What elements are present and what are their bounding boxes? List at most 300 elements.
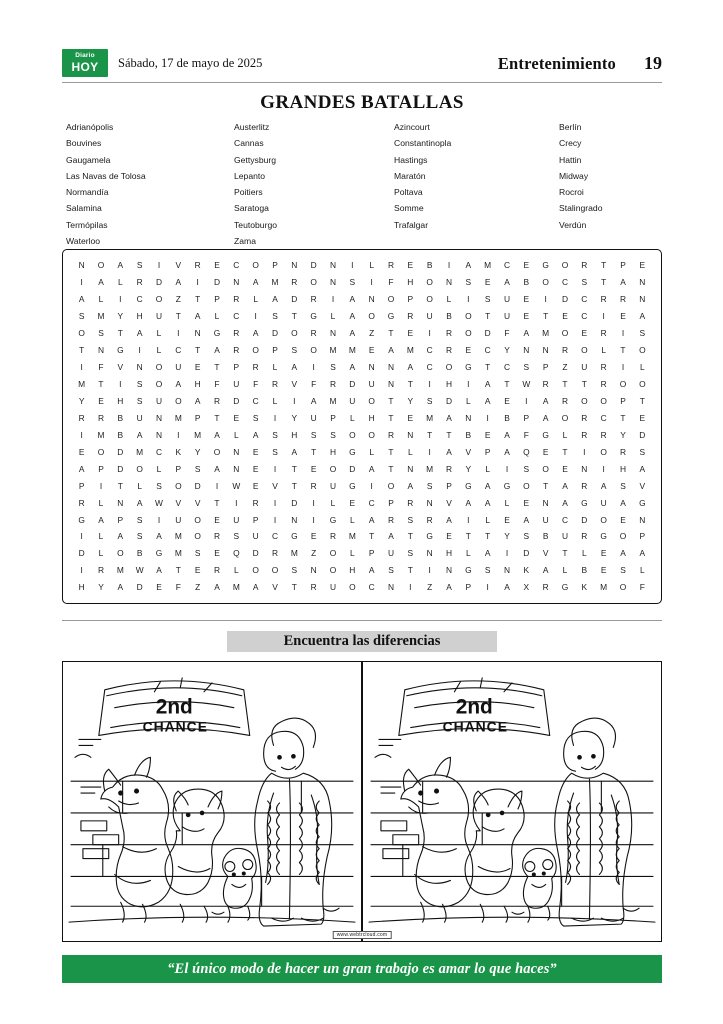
grid-letter: A: [484, 480, 491, 491]
grid-letter: I: [273, 497, 277, 508]
grid-letter: L: [156, 463, 162, 474]
grid-letter: O: [561, 260, 569, 271]
grid-letter: E: [407, 328, 414, 339]
grid-letter: L: [465, 548, 471, 559]
grid-letter: A: [252, 429, 259, 440]
grid-letter: A: [639, 548, 646, 559]
grid-letter: A: [117, 531, 124, 542]
grid-letter: U: [329, 582, 337, 593]
wordsearch-word: Poitiers: [234, 187, 263, 198]
grid-letter: D: [117, 463, 124, 474]
grid-letter: N: [310, 565, 317, 576]
grid-letter: R: [233, 328, 240, 339]
grid-letter: Y: [194, 446, 201, 457]
scene-left: [63, 662, 361, 941]
grid-letter: A: [349, 294, 356, 305]
grid-letter: A: [620, 497, 626, 508]
grid-letter: I: [409, 582, 412, 593]
wordsearch-word: Rocroi: [559, 187, 584, 198]
wordsearch-word: Termópilas: [66, 219, 108, 230]
wordsearch-word: Zama: [234, 236, 256, 247]
grid-letter: C: [581, 294, 588, 305]
grid-letter: R: [97, 412, 105, 423]
grid-letter: D: [349, 463, 356, 474]
grid-letter: R: [233, 294, 240, 305]
grid-letter: G: [78, 514, 85, 525]
grid-letter: T: [195, 294, 201, 305]
wordsearch-word: Bouvines: [66, 138, 102, 149]
grid-letter: U: [581, 361, 588, 372]
grid-letter: Z: [195, 582, 201, 593]
grid-letter: U: [542, 514, 549, 525]
grid-letter: E: [504, 395, 510, 406]
grid-letter: N: [233, 446, 240, 457]
grid-letter: E: [465, 345, 472, 356]
grid-letter: O: [175, 395, 182, 406]
svg-text:CHANCE: CHANCE: [142, 718, 208, 735]
grid-letter: A: [214, 463, 220, 474]
grid-letter: V: [542, 548, 549, 559]
grid-letter: A: [388, 531, 394, 542]
grid-letter: F: [639, 582, 645, 593]
grid-letter: D: [349, 378, 356, 389]
grid-letter: C: [136, 294, 143, 305]
grid-letter: E: [484, 429, 491, 440]
grid-letter: P: [78, 480, 85, 491]
grid-letter: P: [620, 395, 626, 406]
grid-letter: N: [465, 412, 472, 423]
grid-letter: T: [601, 260, 607, 271]
grid-letter: S: [484, 565, 491, 576]
grid-letter: E: [349, 497, 356, 508]
grid-letter: M: [271, 277, 279, 288]
grid-letter: G: [117, 345, 124, 356]
grid-letter: D: [310, 260, 317, 271]
grid-letter: O: [561, 328, 569, 339]
grid-letter: M: [406, 345, 414, 356]
grid-letter: U: [349, 395, 356, 406]
grid-letter: A: [484, 395, 491, 406]
grid-letter: R: [581, 429, 588, 440]
grid-letter: S: [136, 260, 143, 271]
grid-letter: R: [252, 497, 259, 508]
grid-letter: R: [213, 395, 221, 406]
grid-letter: A: [252, 582, 259, 593]
wordsearch-word: Hastings: [394, 154, 428, 165]
grid-letter: L: [581, 548, 587, 559]
grid-letter: D: [484, 328, 491, 339]
grid-letter: I: [544, 294, 547, 305]
grid-letter: D: [117, 446, 124, 457]
grid-letter: E: [484, 277, 491, 288]
grid-letter: I: [254, 311, 257, 322]
grid-letter: G: [387, 311, 395, 322]
header-right-group: [498, 53, 662, 74]
grid-letter: A: [291, 446, 298, 457]
grid-letter: G: [465, 361, 472, 372]
grid-letter: O: [639, 345, 646, 356]
grid-letter: I: [583, 446, 586, 457]
grid-letter: N: [639, 294, 646, 305]
grid-letter: N: [387, 378, 395, 389]
grid-letter: O: [600, 514, 607, 525]
grid-letter: P: [620, 260, 626, 271]
differences-image-left: [63, 662, 361, 941]
grid-letter: I: [428, 446, 431, 457]
grid-letter: R: [310, 582, 317, 593]
grid-letter: I: [196, 277, 199, 288]
grid-letter: A: [407, 480, 414, 491]
grid-letter: O: [155, 294, 163, 305]
grid-letter: B: [504, 412, 510, 423]
grid-letter: T: [291, 480, 297, 491]
grid-letter: T: [562, 446, 568, 457]
grid-letter: L: [98, 531, 104, 542]
grid-letter: P: [175, 463, 182, 474]
grid-letter: A: [465, 497, 472, 508]
grid-letter: A: [388, 345, 394, 356]
grid-letter: R: [194, 260, 201, 271]
grid-letter: L: [639, 361, 645, 372]
grid-letter: T: [117, 480, 123, 491]
grid-letter: S: [330, 429, 336, 440]
grid-letter: S: [272, 311, 278, 322]
grid-letter: S: [523, 463, 530, 474]
grid-letter: N: [407, 429, 414, 440]
grid-letter: E: [214, 548, 220, 559]
grid-letter: O: [117, 548, 124, 559]
grid-letter: N: [117, 497, 124, 508]
grid-letter: O: [426, 294, 433, 305]
grid-letter: S: [523, 531, 530, 542]
grid-letter: N: [426, 548, 433, 559]
wordsearch-word: Teutoburgo: [234, 219, 278, 230]
grid-letter: O: [581, 395, 588, 406]
grid-letter: I: [293, 395, 296, 406]
grid-letter: U: [310, 412, 317, 423]
grid-letter: W: [522, 378, 531, 389]
grid-letter: I: [215, 480, 219, 491]
grid-letter: E: [233, 412, 240, 423]
grid-letter: S: [349, 277, 356, 288]
grid-letter: R: [291, 277, 298, 288]
grid-letter: M: [600, 582, 608, 593]
grid-letter: Z: [175, 294, 181, 305]
grid-letter: R: [619, 446, 627, 457]
grid-letter: S: [523, 361, 530, 372]
grid-letter: L: [407, 446, 413, 457]
grid-letter: T: [291, 582, 297, 593]
grid-letter: N: [329, 277, 337, 288]
grid-letter: T: [427, 429, 433, 440]
grid-letter: W: [135, 565, 144, 576]
grid-letter: G: [639, 497, 646, 508]
grid-letter: D: [213, 277, 221, 288]
grid-letter: R: [600, 361, 607, 372]
grid-letter: B: [446, 311, 452, 322]
grid-letter: Y: [407, 395, 414, 406]
grid-letter: T: [291, 463, 297, 474]
grid-letter: A: [484, 497, 491, 508]
grid-letter: N: [387, 361, 395, 372]
grid-letter: A: [620, 277, 626, 288]
grid-letter: T: [485, 311, 491, 322]
grid-letter: B: [426, 260, 433, 271]
grid-letter: N: [503, 565, 511, 576]
grid-letter: T: [465, 531, 471, 542]
grid-letter: L: [485, 514, 490, 525]
grid-letter: O: [581, 345, 588, 356]
grid-letter: T: [504, 378, 510, 389]
grid-letter: S: [272, 446, 278, 457]
grid-letter: M: [232, 582, 240, 593]
wordsearch-word: Crecy: [559, 138, 582, 149]
grid-letter: O: [175, 480, 182, 491]
grid-letter: C: [503, 260, 511, 271]
grid-letter: A: [117, 260, 124, 271]
wordsearch-word: Lepanto: [234, 170, 266, 181]
grid-letter: G: [349, 480, 356, 491]
grid-letter: S: [272, 429, 278, 440]
grid-letter: T: [407, 565, 413, 576]
grid-letter: Z: [427, 582, 433, 593]
grid-letter: Y: [78, 395, 85, 406]
wordsearch-word: Gettysburg: [234, 154, 277, 165]
grid-letter: W: [232, 480, 241, 491]
grid-letter: R: [407, 497, 414, 508]
grid-letter: I: [235, 497, 238, 508]
grid-letter: H: [194, 378, 201, 389]
grid-letter: C: [484, 345, 491, 356]
grid-letter: V: [446, 497, 452, 508]
grid-letter: A: [465, 260, 472, 271]
grid-letter: I: [428, 328, 431, 339]
grid-letter: G: [465, 480, 472, 491]
grid-letter: V: [117, 361, 124, 372]
grid-letter: K: [175, 446, 182, 457]
grid-letter: A: [639, 463, 646, 474]
wordsearch-word: Azincourt: [394, 122, 430, 132]
grid-letter: E: [310, 531, 317, 542]
grid-letter: I: [177, 429, 180, 440]
grid-letter: P: [194, 412, 201, 423]
grid-letter: T: [214, 497, 220, 508]
grid-letter: I: [80, 429, 83, 440]
grid-letter: T: [195, 345, 201, 356]
grid-letter: A: [446, 582, 452, 593]
grid-letter: N: [445, 565, 453, 576]
grid-letter: G: [561, 582, 569, 593]
grid-letter: P: [330, 412, 336, 423]
grid-letter: I: [312, 361, 315, 372]
grid-letter: O: [639, 378, 646, 389]
grid-letter: B: [136, 548, 143, 559]
grid-letter: G: [310, 311, 317, 322]
grid-letter: T: [639, 395, 645, 406]
grid-letter: E: [368, 345, 375, 356]
grid-letter: R: [387, 514, 395, 525]
grid-letter: C: [600, 412, 607, 423]
grid-letter: O: [252, 260, 259, 271]
grid-letter: Z: [369, 328, 375, 339]
grid-letter: Y: [504, 345, 510, 356]
grid-letter: T: [388, 463, 394, 474]
grid-letter: F: [311, 378, 317, 389]
quote-banner: “El único modo de hacer un gran trabajo es amar lo que haces”: [62, 955, 662, 983]
grid-letter: R: [387, 260, 395, 271]
grid-letter: G: [291, 531, 298, 542]
grid-letter: D: [581, 514, 588, 525]
grid-letter: L: [137, 480, 142, 491]
grid-letter: E: [523, 294, 530, 305]
grid-letter: I: [505, 463, 509, 474]
grid-letter: E: [581, 328, 588, 339]
grid-letter: I: [99, 480, 103, 491]
grid-letter: I: [621, 328, 625, 339]
grid-letter: E: [252, 463, 259, 474]
grid-letter: L: [98, 548, 104, 559]
grid-letter: O: [600, 446, 607, 457]
grid-letter: L: [272, 361, 278, 372]
grid-letter: C: [155, 446, 163, 457]
grid-letter: B: [523, 277, 530, 288]
grid-letter: T: [388, 395, 394, 406]
grid-letter: P: [98, 463, 104, 474]
page-number: 19: [644, 52, 662, 73]
grid-letter: I: [467, 378, 470, 389]
grid-letter: I: [486, 582, 489, 593]
grid-letter: H: [445, 378, 453, 389]
grid-letter: C: [233, 311, 240, 322]
grid-letter: N: [387, 582, 395, 593]
grid-letter: M: [348, 345, 356, 356]
section-title: Entretenimiento: [497, 53, 616, 73]
grid-letter: A: [117, 582, 124, 593]
grid-letter: S: [581, 277, 588, 288]
grid-letter: S: [136, 395, 143, 406]
grid-letter: C: [368, 582, 375, 593]
wordsearch-word: Gaugamela: [66, 154, 111, 165]
wordsearch-title: GRANDES BATALLAS: [260, 92, 464, 113]
differences-image-panel: [62, 661, 662, 942]
grid-letter: D: [523, 548, 530, 559]
grid-letter: S: [136, 531, 143, 542]
grid-letter: U: [426, 311, 433, 322]
grid-letter: L: [117, 277, 123, 288]
grid-letter: R: [581, 531, 588, 542]
grid-letter: S: [465, 277, 472, 288]
grid-letter: F: [98, 361, 104, 372]
grid-letter: A: [349, 328, 356, 339]
grid-letter: M: [97, 311, 105, 322]
wordsearch-word: Cannas: [234, 138, 264, 149]
grid-letter: N: [368, 361, 375, 372]
grid-letter: L: [330, 497, 336, 508]
grid-letter: N: [329, 328, 337, 339]
grid-letter: M: [194, 429, 202, 440]
grid-letter: S: [98, 328, 104, 339]
wordsearch-word: Normandía: [66, 187, 109, 198]
grid-letter: T: [543, 480, 549, 491]
grid-letter: A: [252, 277, 259, 288]
grid-letter: D: [194, 480, 201, 491]
grid-letter: T: [446, 429, 452, 440]
grid-letter: T: [562, 548, 568, 559]
grid-letter: G: [542, 260, 549, 271]
grid-letter: T: [485, 531, 491, 542]
grid-letter: Q: [523, 446, 530, 457]
grid-letter: S: [291, 565, 298, 576]
grid-letter: H: [136, 311, 143, 322]
grid-letter: T: [175, 565, 181, 576]
grid-letter: L: [349, 514, 355, 525]
grid-letter: O: [387, 480, 395, 491]
grid-letter: H: [407, 277, 414, 288]
grid-letter: C: [426, 345, 433, 356]
grid-letter: Y: [117, 311, 124, 322]
grid-letter: T: [117, 328, 123, 339]
grid-letter: P: [233, 361, 240, 372]
grid-letter: N: [233, 463, 240, 474]
grid-letter: R: [600, 294, 607, 305]
grid-letter: A: [214, 582, 220, 593]
grid-letter: V: [272, 480, 278, 491]
grid-letter: C: [581, 311, 588, 322]
grid-letter: E: [639, 412, 646, 423]
grid-letter: A: [542, 565, 549, 576]
grid-letter: E: [542, 446, 549, 457]
grid-letter: P: [214, 294, 220, 305]
grid-letter: P: [639, 531, 646, 542]
grid-letter: M: [116, 565, 124, 576]
grid-letter: L: [639, 565, 645, 576]
grid-letter: R: [581, 412, 588, 423]
grid-letter: A: [484, 378, 491, 389]
grid-letter: R: [271, 378, 279, 389]
grid-letter: R: [619, 294, 627, 305]
wordsearch-word: Hattin: [559, 154, 582, 165]
grid-letter: S: [639, 328, 646, 339]
grid-letter: O: [523, 480, 530, 491]
grid-letter: I: [312, 497, 315, 508]
grid-letter: O: [368, 311, 375, 322]
grid-letter: R: [600, 378, 607, 389]
grid-letter: R: [78, 497, 85, 508]
wordsearch-word: Maratón: [394, 170, 426, 181]
grid-letter: R: [561, 395, 569, 406]
grid-letter: I: [505, 548, 509, 559]
grid-letter: R: [97, 565, 105, 576]
grid-letter: E: [98, 395, 104, 406]
grid-letter: M: [484, 260, 492, 271]
grid-letter: I: [467, 514, 470, 525]
grid-letter: D: [136, 582, 143, 593]
grid-letter: U: [368, 378, 375, 389]
wordsearch-word: Constantinopla: [394, 138, 452, 149]
grid-letter: N: [639, 514, 646, 525]
grid-letter: A: [175, 378, 182, 389]
grid-letter: S: [233, 531, 240, 542]
grid-letter: O: [542, 463, 549, 474]
grid-letter: P: [446, 480, 452, 491]
grid-letter: O: [213, 446, 221, 457]
grid-letter: I: [370, 277, 373, 288]
grid-letter: B: [465, 429, 472, 440]
grid-letter: G: [600, 531, 607, 542]
grid-letter: A: [523, 514, 530, 525]
grid-letter: F: [253, 378, 259, 389]
grid-letter: A: [349, 311, 356, 322]
